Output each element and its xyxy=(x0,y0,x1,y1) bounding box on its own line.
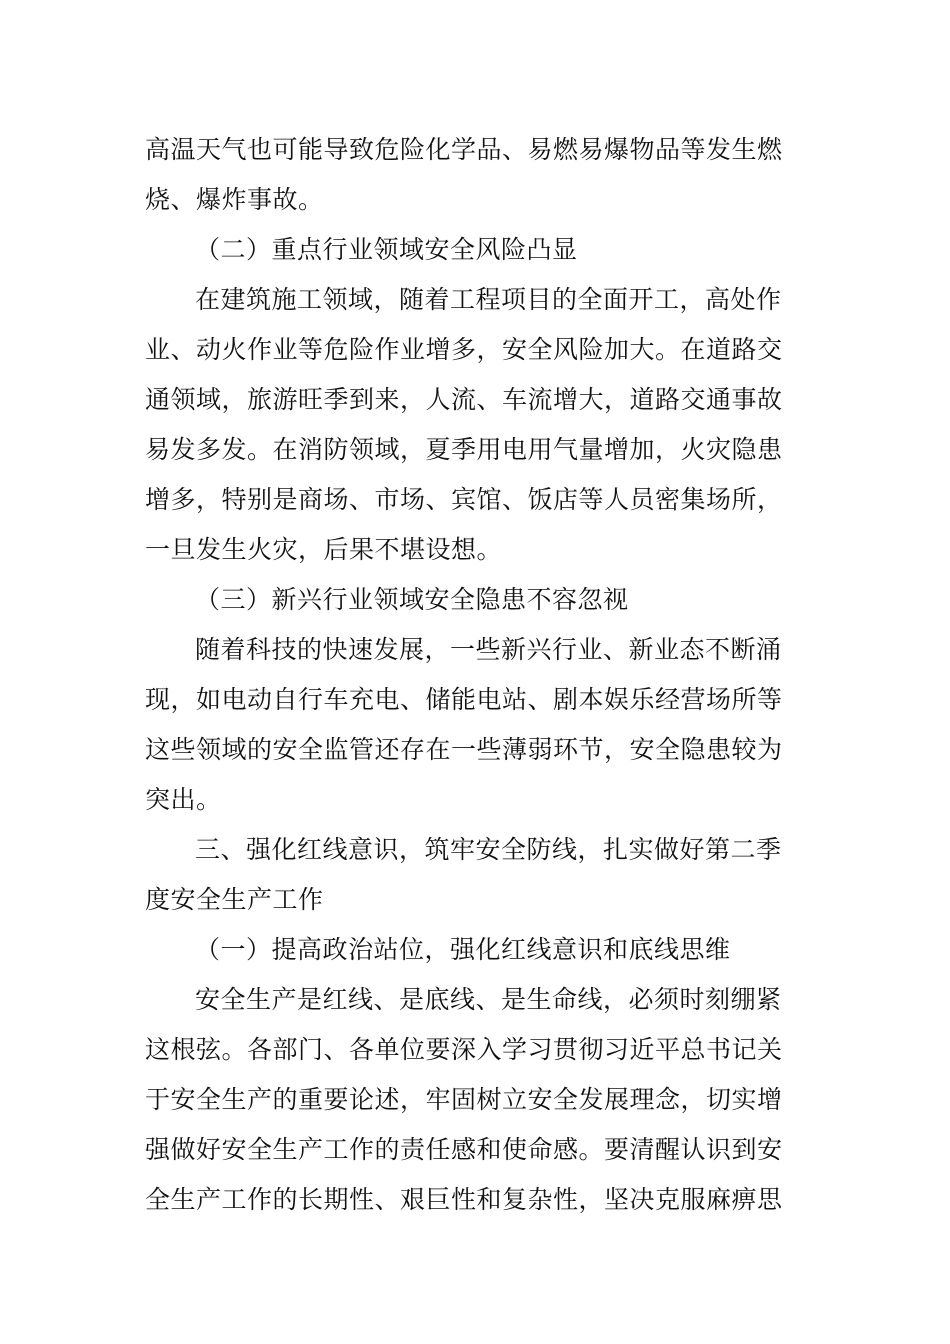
text-line: 强做好安全生产工作的责任感和使命感。要清醒认识到安 xyxy=(145,1135,783,1164)
section-heading: （一）提高政治站位，强化红线意识和底线思维 xyxy=(195,935,731,964)
text-line: 现，如电动自行车充电、储能电站、剧本娱乐经营场所等 xyxy=(145,685,783,714)
text-line: 增多，特别是商场、市场、宾馆、饭店等人员密集场所， xyxy=(145,485,783,514)
section-heading: （二）重点行业领域安全风险凸显 xyxy=(195,235,578,264)
text-line: 易发多发。在消防领域，夏季用电用气量增加，火灾隐患 xyxy=(145,435,783,464)
text-line: 通领域，旅游旺季到来，人流、车流增大，道路交通事故 xyxy=(145,385,783,414)
main-heading-continued: 度安全生产工作 xyxy=(145,885,324,914)
paragraph-start: 安全生产是红线、是底线、是生命线，必须时刻绷紧 xyxy=(195,985,782,1014)
text-line: 业、动火作业等危险作业增多，安全风险加大。在道路交 xyxy=(145,335,783,364)
text-line: 突出。 xyxy=(145,785,222,814)
paragraph-start: 在建筑施工领域，随着工程项目的全面开工，高处作 xyxy=(195,285,782,314)
text-line: 烧、爆炸事故。 xyxy=(145,185,324,214)
text-line: 这些领域的安全监管还存在一些薄弱环节，安全隐患较为 xyxy=(145,735,783,764)
paragraph-start: 随着科技的快速发展，一些新兴行业、新业态不断涌 xyxy=(195,635,782,664)
main-heading: 三、强化红线意识，筑牢安全防线，扎实做好第二季 xyxy=(195,835,782,864)
text-line: 一旦发生火灾，后果不堪设想。 xyxy=(145,535,503,564)
text-line: 于安全生产的重要论述，牢固树立安全发展理念，切实增 xyxy=(145,1085,783,1114)
section-heading: （三）新兴行业领域安全隐患不容忽视 xyxy=(195,585,629,614)
text-line: 高温天气也可能导致危险化学品、易燃易爆物品等发生燃 xyxy=(145,135,783,164)
text-line: 全生产工作的长期性、艰巨性和复杂性，坚决克服麻痹思 xyxy=(145,1185,783,1214)
text-line: 这根弦。各部门、各单位要深入学习贯彻习近平总书记关 xyxy=(145,1035,783,1064)
